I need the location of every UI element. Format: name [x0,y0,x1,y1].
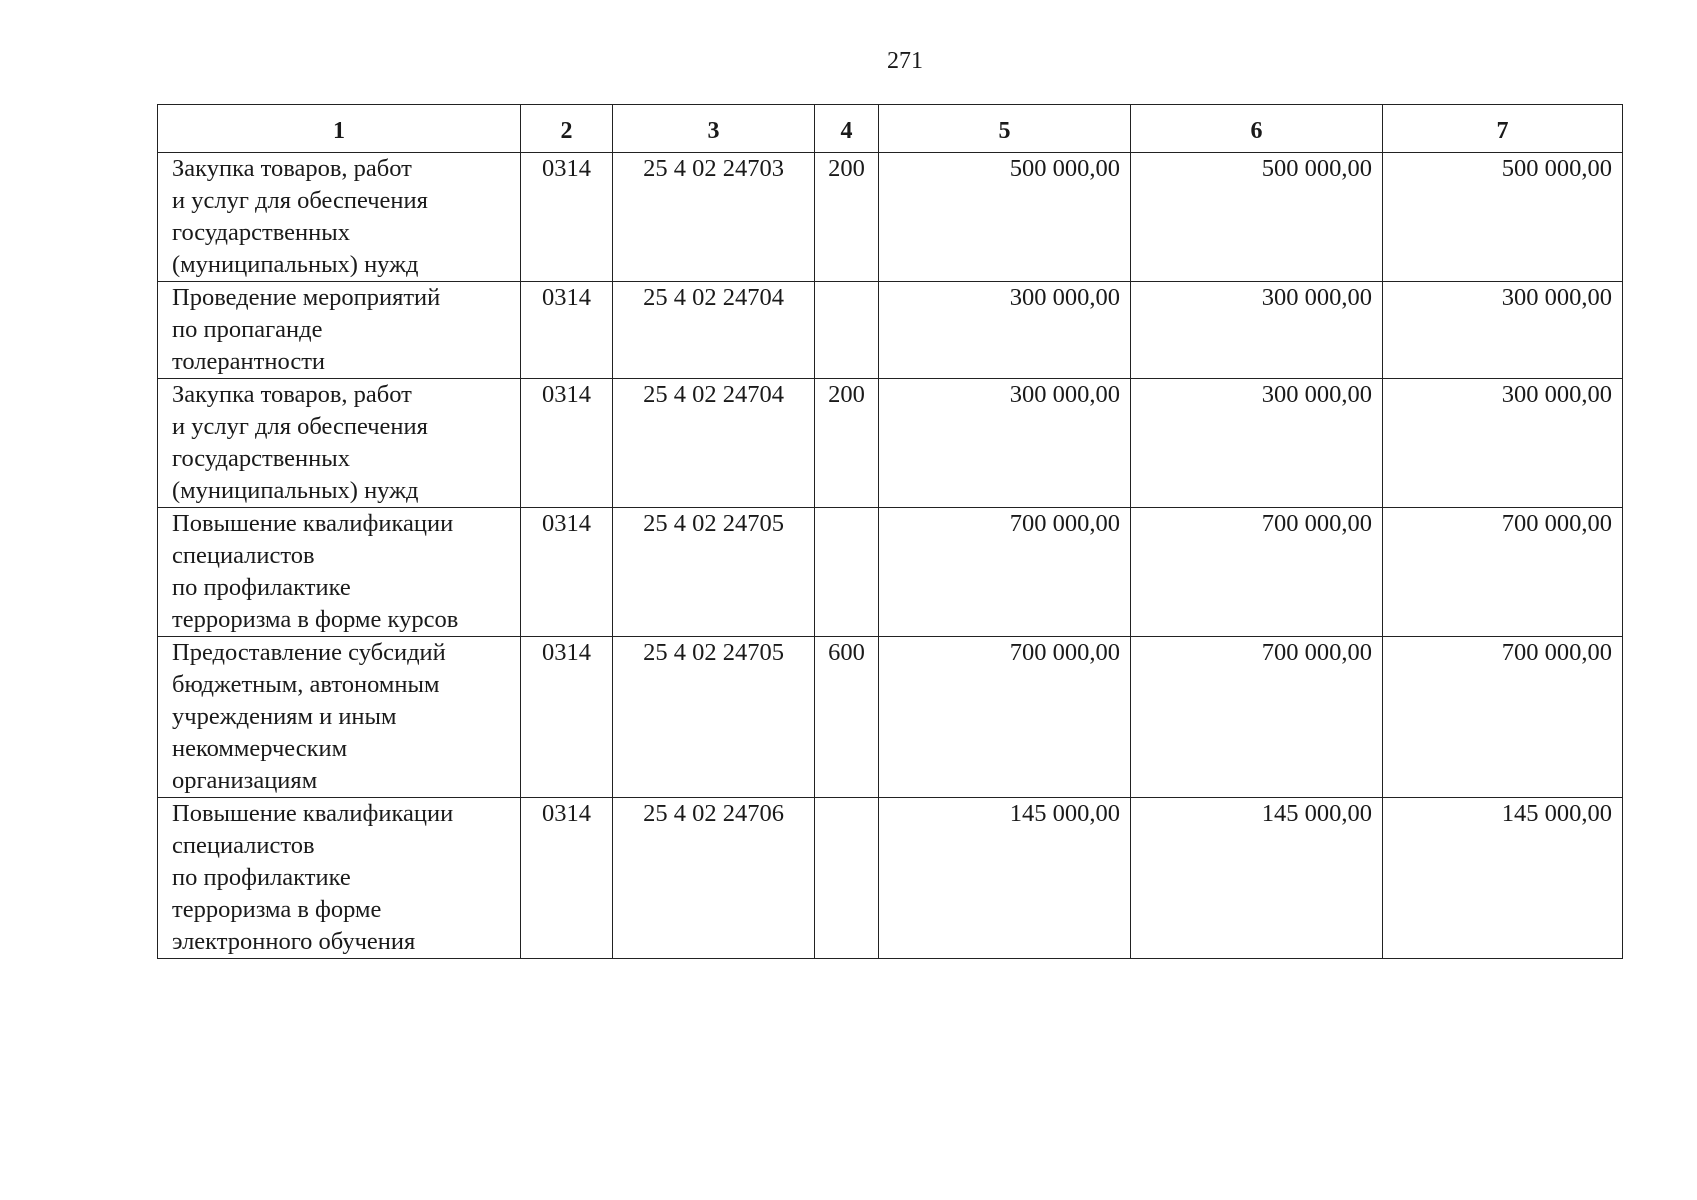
item-name-line: специалистов [172,542,315,569]
item-name-line: и услуг для обеспечения [172,413,428,440]
section-cell: 0314 [521,637,613,798]
expense-type-cell: 200 [815,379,879,508]
page-number: 271 [887,48,923,74]
amount-7-cell: 700 000,00 [1383,508,1623,637]
amount-6-cell: 300 000,00 [1131,282,1383,379]
item-name-line: специалистов [172,832,315,859]
amount-5-cell: 700 000,00 [879,637,1131,798]
item-name-line: Закупка товаров, работ [172,381,412,408]
item-name-cell [158,282,521,379]
item-name-line: Закупка товаров, работ [172,155,412,182]
column-header-7: 7 [1383,105,1623,153]
section-cell: 0314 [521,153,613,282]
item-name-line: (муниципальных) нужд [172,251,419,278]
target-code-cell: 25 4 02 24705 [613,637,815,798]
target-code-cell: 25 4 02 24703 [613,153,815,282]
item-name-line: государственных [172,219,350,246]
amount-7-cell: 145 000,00 [1383,798,1623,959]
item-name-cell [158,798,521,959]
item-name-line: (муниципальных) нужд [172,477,419,504]
amount-5-cell: 300 000,00 [879,282,1131,379]
amount-5-cell: 300 000,00 [879,379,1131,508]
amount-7-cell: 700 000,00 [1383,637,1623,798]
section-cell: 0314 [521,508,613,637]
expense-type-cell [815,508,879,637]
item-name-line: и услуг для обеспечения [172,187,428,214]
amount-7-cell: 500 000,00 [1383,153,1623,282]
expense-type-cell [815,798,879,959]
column-header-6: 6 [1131,105,1383,153]
table-row [158,379,1623,508]
section-cell: 0314 [521,379,613,508]
item-name-line: Повышение квалификации [172,510,454,537]
expense-type-cell: 200 [815,153,879,282]
amount-6-cell: 145 000,00 [1131,798,1383,959]
amount-5-cell: 700 000,00 [879,508,1131,637]
target-code-cell: 25 4 02 24704 [613,379,815,508]
amount-5-cell: 500 000,00 [879,153,1131,282]
budget-table [157,104,1623,959]
column-header-1: 1 [158,105,521,153]
table-row [158,637,1623,798]
column-header-4: 4 [815,105,879,153]
item-name-line: организациям [172,767,318,794]
item-name-line: по профилактике [172,574,351,601]
item-name-line: Проведение мероприятий [172,284,441,311]
amount-7-cell: 300 000,00 [1383,282,1623,379]
column-header-2: 2 [521,105,613,153]
item-name-line: Повышение квалификации [172,800,454,827]
table-row [158,508,1623,637]
target-code-cell: 25 4 02 24704 [613,282,815,379]
item-name-cell [158,508,521,637]
target-code-cell: 25 4 02 24706 [613,798,815,959]
section-cell: 0314 [521,798,613,959]
item-name-line: электронного обучения [172,928,416,955]
amount-6-cell: 500 000,00 [1131,153,1383,282]
item-name-line: терроризма в форме [172,896,382,923]
amount-5-cell: 145 000,00 [879,798,1131,959]
section-cell: 0314 [521,282,613,379]
expense-type-cell: 600 [815,637,879,798]
amount-6-cell: 700 000,00 [1131,637,1383,798]
table-row [158,153,1623,282]
table-row [158,282,1623,379]
item-name-line: по профилактике [172,864,351,891]
target-code-cell: 25 4 02 24705 [613,508,815,637]
item-name-line: терроризма в форме курсов [172,606,459,633]
expense-type-cell [815,282,879,379]
item-name-cell [158,153,521,282]
item-name-line: Предоставление субсидий [172,639,446,666]
item-name-line: государственных [172,445,350,472]
item-name-line: учреждениям и иным [172,703,397,730]
item-name-line: по пропаганде [172,316,323,343]
amount-7-cell: 300 000,00 [1383,379,1623,508]
amount-6-cell: 700 000,00 [1131,508,1383,637]
table-row [158,798,1623,959]
amount-6-cell: 300 000,00 [1131,379,1383,508]
column-header-3: 3 [613,105,815,153]
item-name-cell [158,379,521,508]
item-name-line: бюджетным, автономным [172,671,440,698]
item-name-line: толерантности [172,348,326,375]
header-row [158,105,1623,153]
item-name-line: некоммерческим [172,735,348,762]
column-header-5: 5 [879,105,1131,153]
item-name-cell [158,637,521,798]
